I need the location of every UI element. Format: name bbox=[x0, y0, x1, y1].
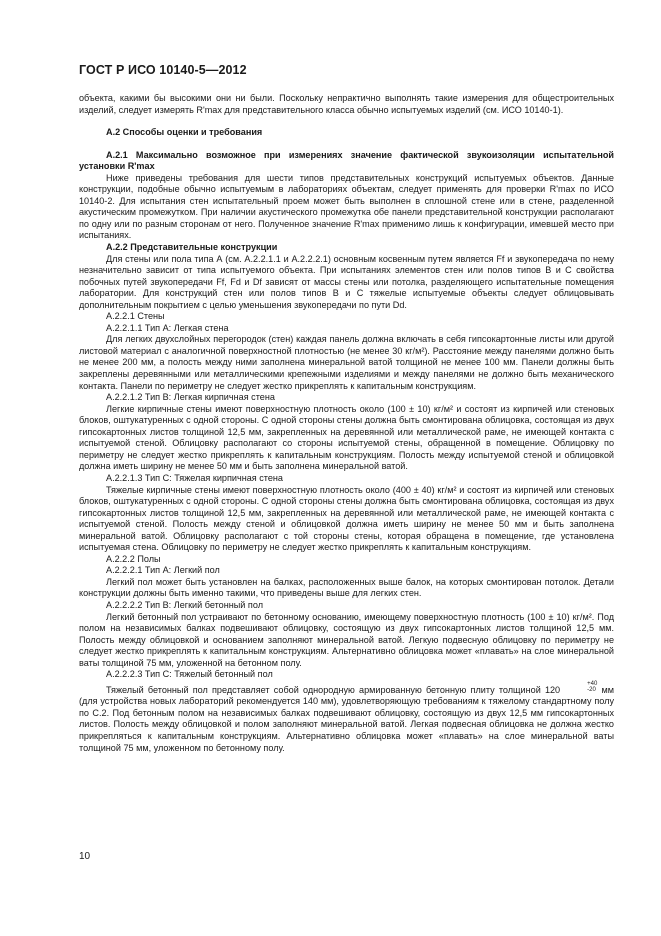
section-a2222-body: Легкий бетонный пол устраивают по бетонному основанию, имеющему поверхностную плотность (100 ± 10) кг/м². Под полом на независимых балках подвешивают облицовку, состоящую из двух гипсокартонных листов толщиной 12,5 мм. Полость между облицовкой и основанием заполняют минеральной ватой. Легкую подвесную облицовку по периметру не следует жестко прикреплять к капитальным конструкциям. Альтернативно облицовка может «плавать» на слое минеральной ваты толщиной 75 мм, уложенной на бетонном полу. bbox=[79, 611, 614, 668]
section-a22-body: Для стены или пола типа А (см. А.2.2.1.1 и А.2.2.2.1) основным косвенным путем является Ff и звукопередача по нему незначительно зависит от типа испытуемого объекта. При испытаниях элементов стен или полов типов В и С свойства побочных путей звукопередачи Ff, Fd и Df зависят от массы стены или потолка, разделяющего испытательные помещения лаборатории. Для конструкций стен или полов типов В и С тяжелые испытуемые объекты следует облицовывать дополнительным покрытием с целью уменьшения звукопередачи по пути Dd. bbox=[79, 253, 614, 310]
document-body bbox=[79, 93, 614, 754]
section-a222-heading: А.2.2.2 Полы bbox=[106, 553, 161, 564]
section-a21-heading: А.2.1 Максимально возможное при измерениях значение фактической звукоизоляции испытательной установки R'max bbox=[79, 149, 614, 172]
section-a2222-heading: А.2.2.2.2 Тип В: Легкий бетонный пол bbox=[106, 599, 263, 610]
tolerance-plus: +40 bbox=[587, 680, 598, 687]
section-a2212-body: Легкие кирпичные стены имеют поверхностную плотность около (100 ± 10) кг/м² и состоят из кирпичей или стеновых блоков, оштукатуренных с одной стороны. С одной стороны стены должна быть смонтирована облицовка, состоящая из двух гипсокартонных листов толщиной 12,5 мм, закрепленных на деревянной или металлической раме, не имеющей контакта с испытуемой стеной. Облицовку располагают со стороны испытуемой стены, обращенной в помещение. Облицовку по периметру не следует жестко прикреплять к капитальным конструкциям. Полость между испытуемой стеной и облицовкой должна иметь ширину не менее 50 мм и быть заполнена минеральной ватой. bbox=[79, 403, 614, 472]
tolerance-minus: -20 bbox=[587, 686, 596, 693]
paragraph-continuation: объекта, какими бы высокими они ни были. Поскольку непрактично выполнять такие измерения для общестроительных изделий, следует измерять R'max для представительного класса обычно испытуемых изделий (см. ИСО 10140-1). bbox=[79, 93, 614, 115]
section-a2223-heading: А.2.2.2.3 Тип С: Тяжелый бетонный пол bbox=[106, 669, 273, 680]
page-number: 10 bbox=[79, 851, 91, 862]
section-a2221-heading: А.2.2.2.1 Тип А: Легкий пол bbox=[106, 565, 220, 576]
section-a22-heading: А.2.2 Представительные конструкции bbox=[106, 242, 278, 253]
a2223-text-1: Тяжелый бетонный пол представляет собой однородную армированную бетонную плиту толщиной 120 bbox=[106, 684, 561, 695]
section-a2211-body: Для легких двухслойных перегородок (стен) каждая панель должна включать в себя гипсокартонные листы или другой листовой материал с аналогичной поверхностной плотностью (не менее 30 кг/м²). Расстояние между панелями должно быть не менее 200 мм, а полость между ними заполнена минеральной ватой толщиной не менее 100 мм. Панели должны быть закреплены деревянными или металлическими крепежными изделиями и между панелями не должно быть механического контакта. Панели по периметру не следует жестко прикреплять к капитальным конструкциям. bbox=[79, 334, 614, 391]
tolerance bbox=[560, 681, 597, 693]
document-header: ГОСТ Р ИСО 10140-5—2012 bbox=[79, 63, 247, 77]
section-a2212-heading: А.2.2.1.2 Тип В: Легкая кирпичная стена bbox=[106, 392, 275, 403]
a2223-text-2: мм (для устройства новых лабораторий рекомендуется 140 мм), удовлетворяющую требованиям к тяжелому стандартному полу по С.2. Под бетонным полом на независимых балках подвешивают облицовку, состоящую из двух 12,5 мм гипсокартонных листов. Полость между облицовкой и полом заполняют минеральной ватой. Легкая подвесная облицовка не должна жестко прикрепляться к капитальным конструкциям. Альтернативно облицовка может «плавать» на слое минеральной ваты толщиной 75 мм, уложенном по бетонному полу. bbox=[79, 684, 614, 753]
section-a2-heading: А.2 Способы оценки и требования bbox=[106, 127, 263, 138]
section-a2213-heading: А.2.2.1.3 Тип С: Тяжелая кирпичная стена bbox=[106, 472, 283, 483]
section-a221-heading: А.2.2.1 Стены bbox=[106, 311, 165, 322]
section-a21-body: Ниже приведены требования для шести типов представительных конструкций испытуемых объектов. Данные конструкции, подобные обычно испытуемым в лабораториях объектам, следует применять для проверки R'max по ИСО 10140-2. Для испытания стен испытательный проем может быть выполнен в сплошной стене или в стене, разделенной акустическим промежутком. При наличии акустического промежутка обе панели представительной конструкции располагают по одну или по разным сторонам от него. Полученное значение R'max применимо лишь к конфигурации, имевшей место при испытаниях. bbox=[79, 172, 614, 241]
section-a2223-body bbox=[79, 681, 614, 754]
section-a2213-body: Тяжелые кирпичные стены имеют поверхностную плотность около (400 ± 40) кг/м² и состоят из кирпичей или стеновых блоков, оштукатуренных с одной стороны. С одной стороны стены должна быть смонтирована облицовка, состоящая из двух гипсокартонных листов толщиной 12,5 мм, закрепленных на деревянной или металлической раме, не имеющей контакта с испытуемой стеной. Полость между стеной и облицовкой должна иметь ширину не менее 50 мм и быть заполнена минеральной ватой. Облицовку располагают с той стороны стены, которая обращена в помещение, где установлена испытуемая стена. Облицовку по периметру не следует жестко прикреплять к капитальным конструкциям. bbox=[79, 484, 614, 553]
section-a2221-body: Легкий пол может быть установлен на балках, расположенных выше балок, на которых смонтирован потолок. Детали конструкции должны быть именно такими, что приведены выше для легких стен. bbox=[79, 576, 614, 599]
section-a2211-heading: А.2.2.1.1 Тип А: Легкая стена bbox=[106, 322, 229, 333]
